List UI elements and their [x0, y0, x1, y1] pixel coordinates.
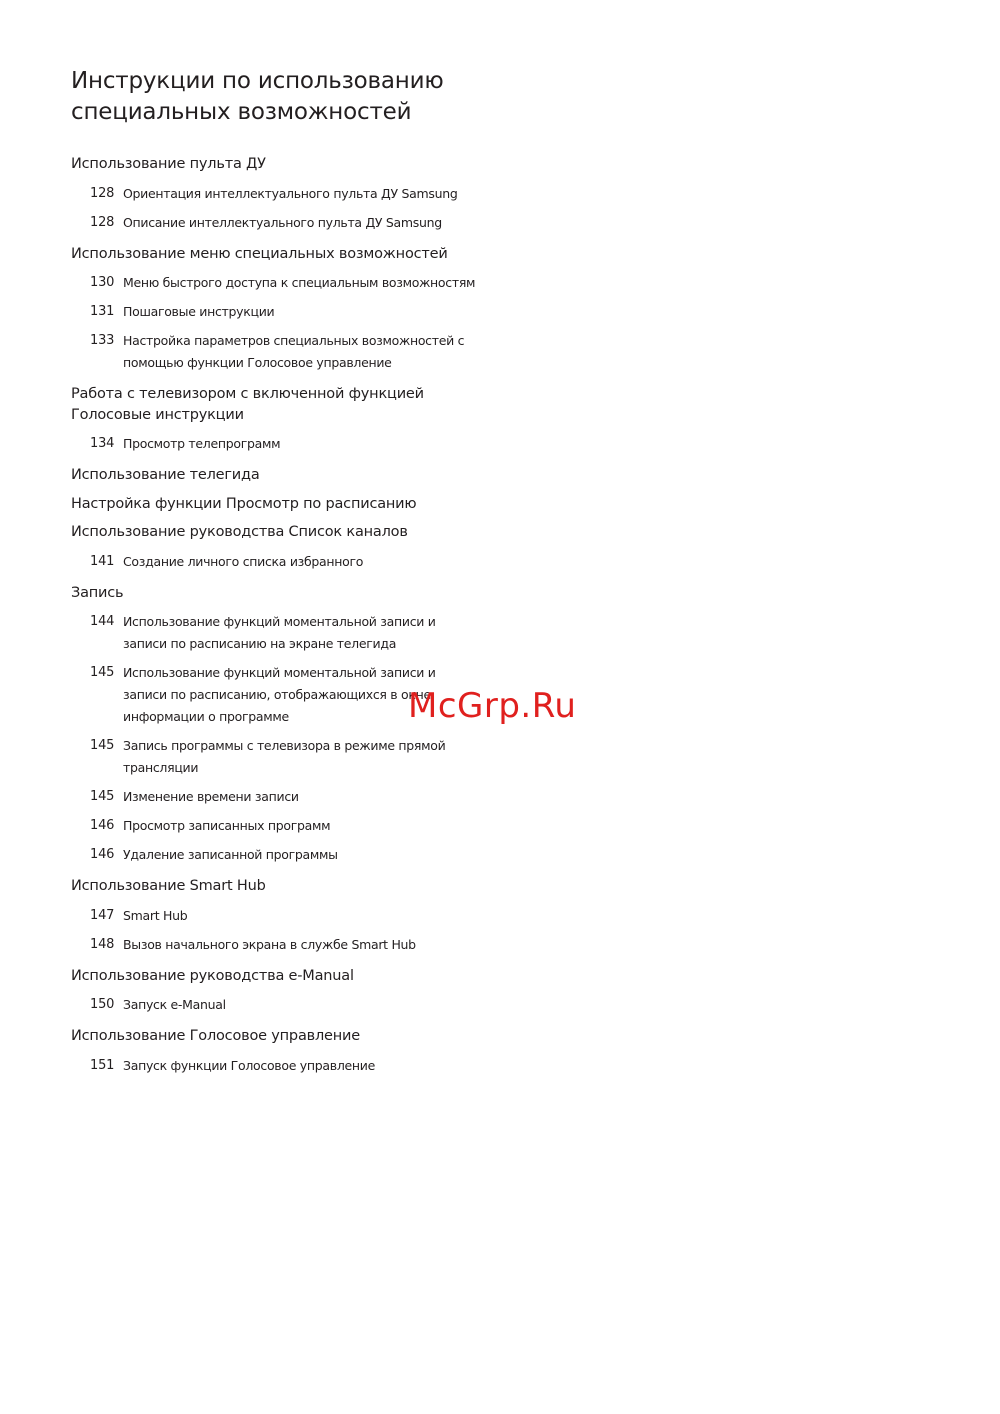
entry-page-number: 128 — [90, 214, 115, 230]
toc-entry[interactable] — [71, 994, 501, 1016]
section-title[interactable]: Использование пульта ДУ — [71, 156, 266, 172]
entry-label: Запись программы с телевизора в режиме прямой трансляции — [123, 738, 446, 775]
entry-label: Настройка параметров специальных возможностей с помощью функции Голосовое управление — [123, 333, 465, 370]
entry-page-number: 128 — [90, 185, 115, 201]
entry-page-number: 141 — [90, 553, 115, 569]
toc-entry[interactable] — [71, 433, 501, 455]
section-title[interactable]: Использование Smart Hub — [71, 878, 266, 894]
section-title[interactable]: Использование меню специальных возможностей — [71, 245, 448, 262]
entry-label: Пошаговые инструкции — [123, 304, 275, 319]
page-title-line-2: специальных возможностей — [71, 99, 412, 125]
entry-page-number: 145 — [90, 789, 115, 804]
entry-page-number: 144 — [90, 614, 115, 629]
entry-label: Меню быстрого доступа к специальным возможностям — [123, 275, 476, 290]
page-title — [71, 66, 501, 128]
toc-entry[interactable] — [71, 212, 501, 234]
entry-label: Ориентация интеллектуального пульта ДУ Samsung — [123, 185, 458, 201]
toc-entry[interactable] — [71, 786, 501, 808]
entry-page-number: 146 — [90, 818, 115, 833]
section-entries — [71, 272, 501, 374]
toc-entry[interactable] — [71, 735, 501, 779]
entry-label: Использование функций моментальной записи и записи по расписанию, отображающихся в окне информации о программе — [123, 665, 436, 724]
toc-sections — [71, 154, 501, 1077]
section-title[interactable]: Работа с телевизором с включенной функцией Голосовые инструкции — [71, 386, 424, 423]
toc-section — [71, 494, 501, 515]
entry-label: Просмотр телепрограмм — [123, 436, 281, 451]
toc-section — [71, 244, 501, 375]
toc-entry[interactable] — [71, 844, 501, 866]
table-of-contents — [71, 66, 501, 1087]
entry-label: Вызов начального экрана в службе Smart Hub — [123, 936, 416, 952]
entry-page-number: 150 — [90, 997, 115, 1012]
toc-section — [71, 966, 501, 1017]
toc-entry[interactable] — [71, 1055, 501, 1077]
entry-page-number: 131 — [90, 304, 115, 319]
entry-label: Удаление записанной программы — [123, 847, 338, 862]
entry-label: Smart Hub — [123, 907, 188, 923]
watermark: McGrp.Ru — [408, 686, 577, 726]
entry-label: Создание личного списка избранного — [123, 553, 364, 569]
section-title[interactable]: Использование руководства e-Manual — [71, 967, 354, 984]
page-title-line-1: Инструкции по использованию — [71, 68, 444, 94]
section-entries — [71, 551, 501, 573]
section-entries — [71, 905, 501, 956]
toc-section — [71, 384, 501, 455]
toc-entry[interactable] — [71, 611, 501, 655]
toc-entry[interactable] — [71, 551, 501, 573]
entry-label: Использование функций моментальной записи и записи по расписанию на экране телегида — [123, 614, 436, 651]
entry-page-number: 145 — [90, 665, 115, 680]
entry-page-number: 148 — [90, 936, 115, 952]
entry-label: Запуск e-Manual — [123, 997, 226, 1012]
entry-label: Изменение времени записи — [123, 789, 299, 804]
section-entries — [71, 1055, 501, 1077]
section-title[interactable]: Использование руководства Список каналов — [71, 524, 408, 540]
toc-section — [71, 465, 501, 486]
toc-section — [71, 522, 501, 573]
toc-entry[interactable] — [71, 905, 501, 927]
entry-page-number: 130 — [90, 275, 115, 290]
toc-entry[interactable] — [71, 272, 501, 294]
toc-section — [71, 876, 501, 956]
section-entries — [71, 994, 501, 1016]
section-title[interactable]: Использование телегида — [71, 467, 260, 483]
section-entries — [71, 611, 501, 866]
toc-entry[interactable] — [71, 934, 501, 956]
section-title[interactable]: Настройка функции Просмотр по расписанию — [71, 495, 417, 512]
toc-entry[interactable] — [71, 815, 501, 837]
section-entries — [71, 433, 501, 455]
toc-entry[interactable] — [71, 183, 501, 205]
toc-section — [71, 1026, 501, 1077]
toc-entry[interactable] — [71, 301, 501, 323]
section-title[interactable]: Запись — [71, 584, 124, 601]
entry-label: Описание интеллектуального пульта ДУ Samsung — [123, 214, 442, 230]
entry-page-number: 147 — [90, 907, 115, 923]
section-title[interactable]: Использование Голосовое управление — [71, 1028, 360, 1044]
toc-section — [71, 154, 501, 234]
entry-page-number: 133 — [90, 333, 115, 348]
entry-page-number: 146 — [90, 847, 115, 862]
entry-page-number: 134 — [90, 436, 115, 451]
section-entries — [71, 183, 501, 234]
entry-page-number: 145 — [90, 738, 115, 753]
entry-page-number: 151 — [90, 1057, 115, 1073]
entry-label: Запуск функции Голосовое управление — [123, 1057, 375, 1073]
toc-entry[interactable] — [71, 330, 501, 374]
entry-label: Просмотр записанных программ — [123, 818, 331, 833]
